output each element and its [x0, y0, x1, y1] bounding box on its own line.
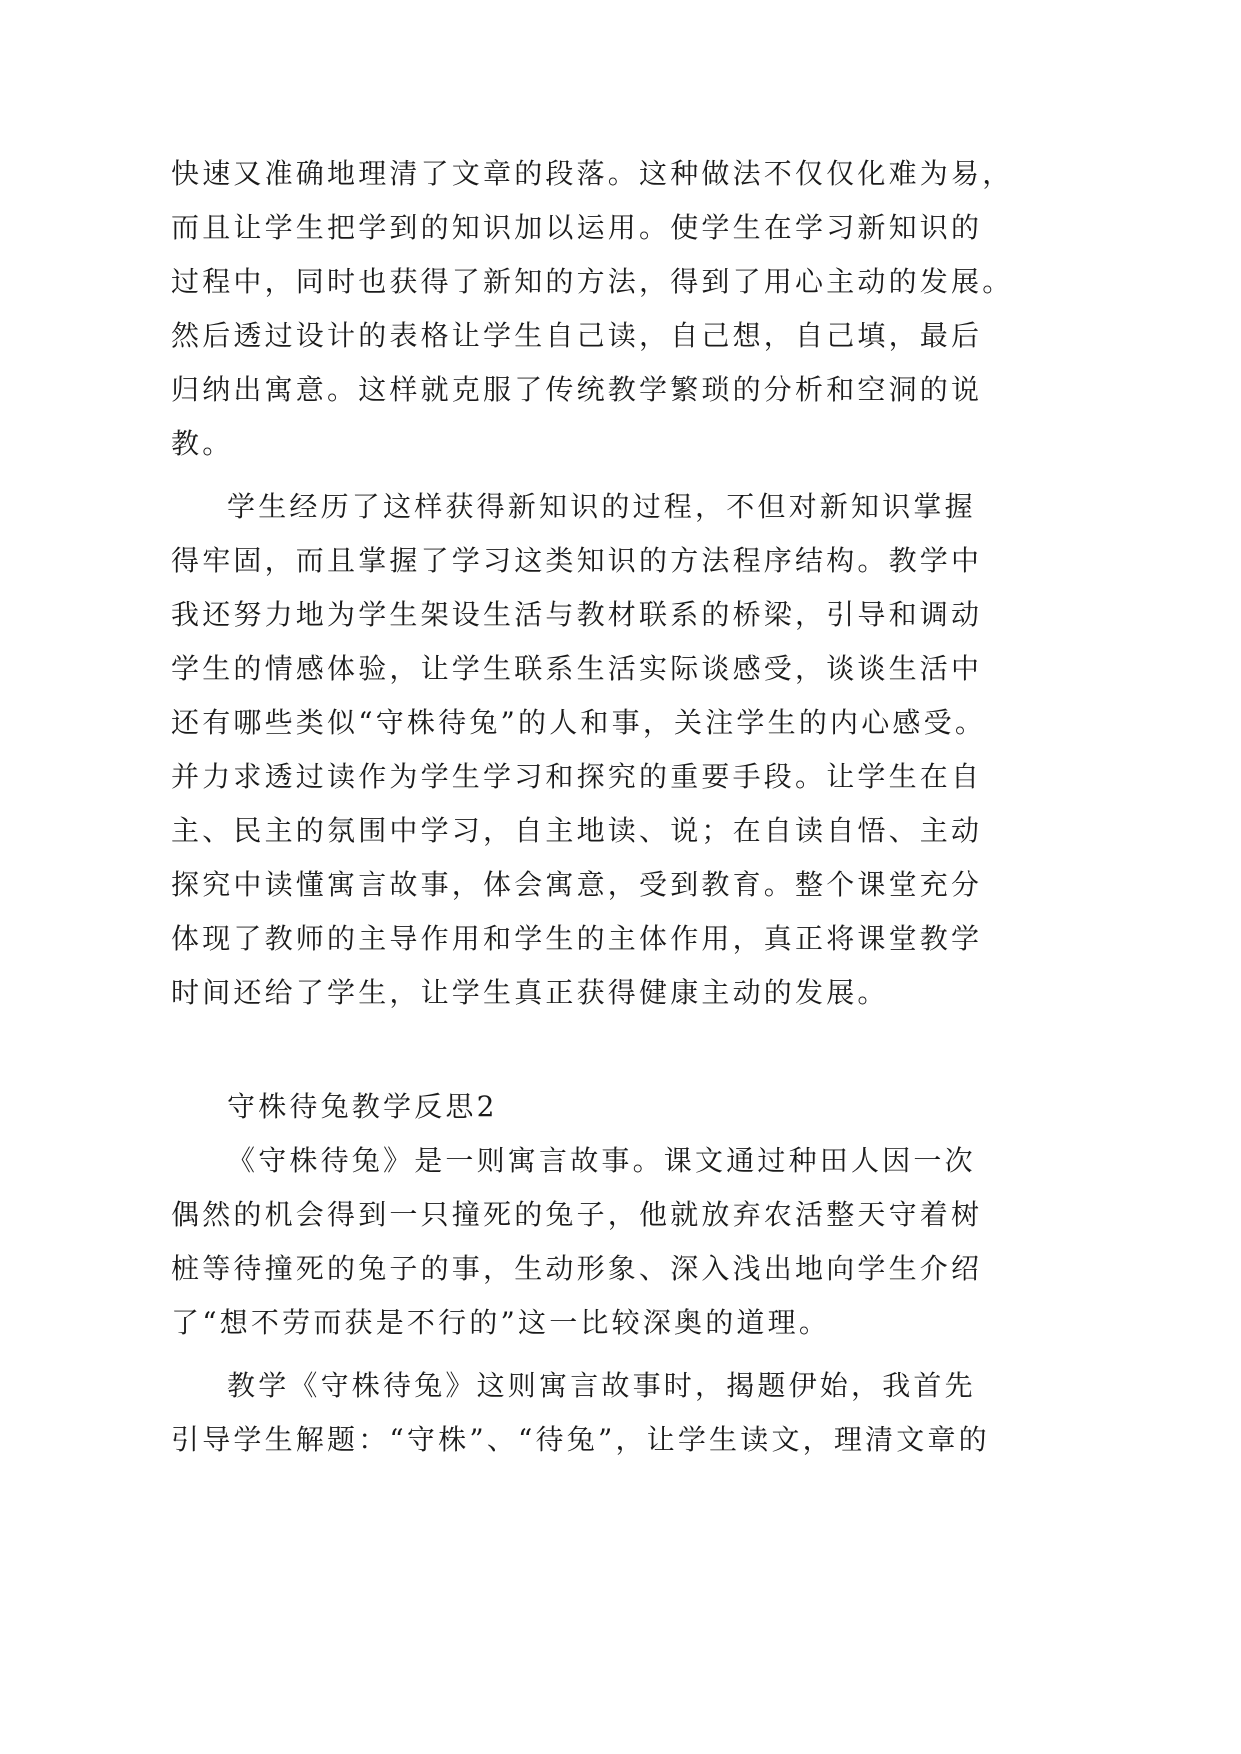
paragraph-1-line-4: 然后透过设计的表格让学生自己读，自己想，自己填，最后: [171, 319, 983, 352]
section-heading: 守株待兔教学反思2: [227, 1090, 498, 1123]
paragraph-2-line-4: 学生的情感体验，让学生联系生活实际谈感受，谈谈生活中: [171, 652, 983, 685]
paragraph-2-line-2: 得牢固，而且掌握了学习这类知识的方法程序结构。教学中: [171, 544, 983, 577]
paragraph-1-line-6: 教。: [171, 427, 234, 460]
paragraph-2-line-7: 主、民主的氛围中学习，自主地读、说；在自读自悟、主动: [171, 814, 983, 847]
paragraph-4-line-2: 引导学生解题：“守株”、“待兔”，让学生读文，理清文章的: [171, 1423, 990, 1456]
paragraph-2-line-6: 并力求透过读作为学生学习和探究的重要手段。让学生在自: [171, 760, 983, 793]
paragraph-1-line-1: 快速又准确地理清了文章的段落。这种做法不仅仅化难为易，: [171, 157, 1014, 190]
paragraph-3-line-3: 桩等待撞死的兔子的事，生动形象、深入浅出地向学生介绍: [171, 1252, 983, 1285]
paragraph-2-line-1: 学生经历了这样获得新知识的过程，不但对新知识掌握: [227, 490, 976, 523]
paragraph-2-line-8: 探究中读懂寓言故事，体会寓意，受到教育。整个课堂充分: [171, 868, 983, 901]
paragraph-2-line-10: 时间还给了学生，让学生真正获得健康主动的发展。: [171, 976, 889, 1009]
paragraph-3-line-1: 《守株待兔》是一则寓言故事。课文通过种田人因一次: [227, 1144, 976, 1177]
paragraph-3-line-2: 偶然的机会得到一只撞死的兔子，他就放弃农活整天守着树: [171, 1198, 983, 1231]
paragraph-1-line-5: 归纳出寓意。这样就克服了传统教学繁琐的分析和空洞的说: [171, 373, 983, 406]
paragraph-1-line-3: 过程中，同时也获得了新知的方法，得到了用心主动的发展。: [171, 265, 1014, 298]
paragraph-2-line-9: 体现了教师的主导作用和学生的主体作用，真正将课堂教学: [171, 922, 983, 955]
paragraph-2-line-3: 我还努力地为学生架设生活与教材联系的桥梁，引导和调动: [171, 598, 983, 631]
paragraph-2-line-5: 还有哪些类似“守株待兔”的人和事，关注学生的内心感受。: [171, 706, 987, 739]
paragraph-4-line-1: 教学《守株待兔》这则寓言故事时，揭题伊始，我首先: [227, 1369, 976, 1402]
paragraph-3-line-4: 了“想不劳而获是不行的”这一比较深奥的道理。: [171, 1306, 831, 1339]
paragraph-1-line-2: 而且让学生把学到的知识加以运用。使学生在学习新知识的: [171, 211, 983, 244]
